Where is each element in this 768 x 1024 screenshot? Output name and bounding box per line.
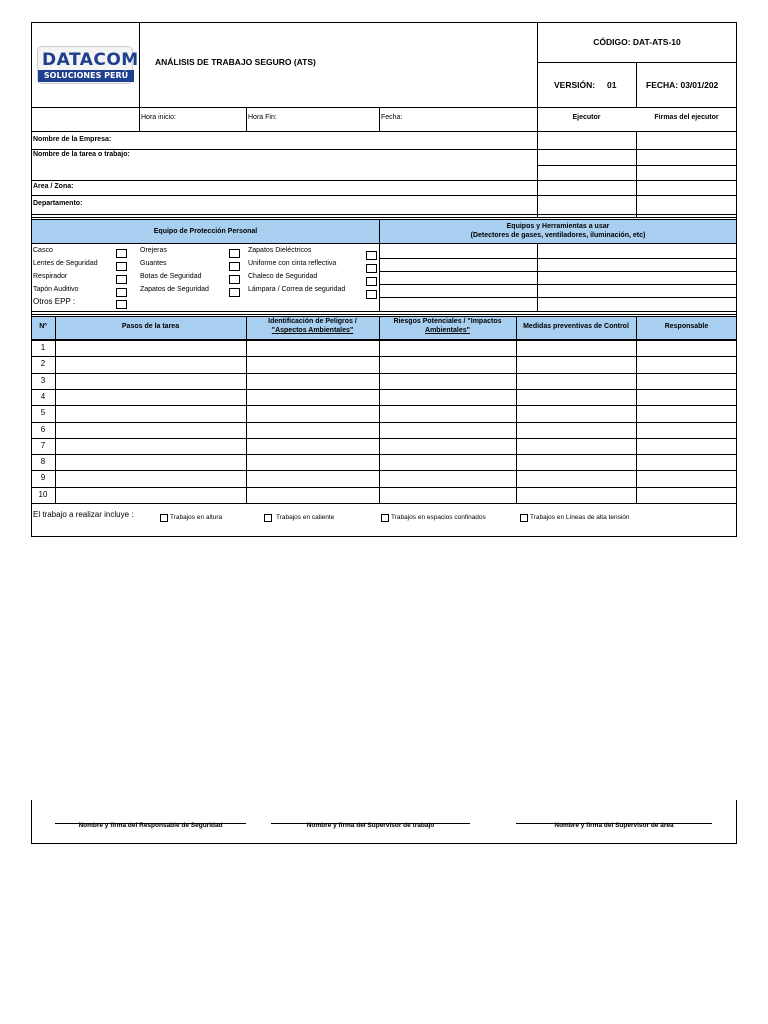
checkbox-casco[interactable]	[116, 249, 127, 258]
checkbox-altura[interactable]	[160, 514, 168, 522]
epp-item-botas: Botas de Seguridad	[140, 273, 202, 280]
checkbox-orejeras[interactable]	[229, 249, 240, 258]
checkbox-alta-tension[interactable]	[520, 514, 528, 522]
equipos-header-line2: (Detectores de gases, ventiladores, iluminación, etc)	[470, 232, 646, 239]
empresa-field[interactable]: Nombre de la Empresa:	[33, 136, 112, 143]
option-alta-tension: Trabajos en Líneas de alta tensión	[530, 514, 630, 521]
col-peligros-2: "Aspectos Ambientales"	[271, 327, 354, 334]
table-row[interactable]	[31, 470, 737, 486]
col-responsable: Responsable	[664, 323, 709, 330]
epp-item-uniforme: Uniforme con cinta reflectiva	[248, 260, 337, 267]
epp-item-casco: Casco	[33, 247, 53, 254]
table-row[interactable]	[31, 389, 737, 405]
checkbox-tapon[interactable]	[116, 288, 127, 297]
checkbox-lampara[interactable]	[366, 290, 377, 299]
epp-item-chaleco: Chaleco de Seguridad	[248, 273, 318, 280]
checkbox-chaleco[interactable]	[366, 277, 377, 286]
epp-header: Equipo de Protección Personal	[153, 228, 258, 235]
table-row[interactable]	[31, 373, 737, 389]
epp-item-otros: Otros EPP :	[33, 297, 76, 306]
row-number: 1	[40, 343, 46, 352]
checkbox-respirador[interactable]	[116, 275, 127, 284]
table-row[interactable]	[31, 422, 737, 438]
hora-inicio-field[interactable]: Hora inicio:	[141, 114, 177, 121]
checkbox-zapatos-seg[interactable]	[229, 288, 240, 297]
logo-main-text: DATACOM	[42, 50, 139, 70]
fecha-field[interactable]: Fecha:	[381, 114, 403, 121]
checkbox-caliente[interactable]	[264, 514, 272, 522]
col-riesgos-1: Riesgos Potenciales / "Impactos	[393, 318, 502, 325]
company-logo	[37, 46, 139, 84]
checkbox-uniforme[interactable]	[366, 264, 377, 273]
checkbox-confinados[interactable]	[381, 514, 389, 522]
row-number: 7	[40, 441, 46, 450]
row-number: 10	[38, 490, 48, 499]
row-number: 4	[40, 392, 46, 401]
table-row[interactable]	[31, 340, 737, 356]
includes-label: El trabajo a realizar incluye :	[33, 510, 134, 519]
checkbox-otros[interactable]	[116, 300, 127, 309]
epp-item-lampara: Lámpara / Correa de seguridad	[248, 286, 346, 293]
checkbox-botas[interactable]	[229, 275, 240, 284]
signature-seguridad: Nombre y firma del Responsable de Seguridad	[78, 822, 223, 829]
row-number: 6	[40, 425, 46, 434]
document-code: CÓDIGO: DAT-ATS-10	[593, 37, 681, 47]
row-number: 2	[40, 359, 46, 368]
col-pasos: Pasos de la tarea	[121, 323, 180, 330]
departamento-field[interactable]: Departamento:	[33, 200, 83, 207]
document-date: FECHA: 03/01/202	[646, 80, 719, 90]
firmas-header: Firmas del ejecutor	[654, 114, 719, 121]
tarea-field[interactable]: Nombre de la tarea o trabajo:	[33, 151, 130, 158]
row-number: 5	[40, 408, 46, 417]
document-title: ANÁLISIS DE TRABAJO SEGURO (ATS)	[155, 57, 316, 67]
epp-item-tapon: Tapón Auditivo	[33, 286, 79, 293]
epp-item-orejeras: Orejeras	[140, 247, 167, 254]
area-field[interactable]: Area / Zona:	[33, 183, 74, 190]
col-peligros-1: Identificación de Peligros /	[268, 318, 357, 325]
checkbox-zapatos-diel[interactable]	[366, 251, 377, 260]
option-caliente: Trabajos en caliente	[276, 514, 335, 521]
signature-supervisor-area: Nombre y firma del Supervisor de área	[554, 822, 674, 829]
table-row[interactable]	[31, 356, 737, 372]
logo-sub-text: SOLUCIONES PERÚ	[38, 70, 134, 82]
checkbox-guantes[interactable]	[229, 262, 240, 271]
table-row[interactable]	[31, 487, 737, 503]
col-num: Nº	[39, 323, 47, 330]
version-label: VERSIÓN:	[554, 80, 596, 90]
epp-item-lentes: Lentes de Seguridad	[33, 260, 98, 267]
table-row[interactable]	[31, 405, 737, 421]
epp-item-zapatos-seg: Zapatos de Seguridad	[140, 286, 209, 293]
row-number: 8	[40, 457, 46, 466]
option-confinados: Trabajos en espacios confinados	[391, 514, 486, 521]
hora-fin-field[interactable]: Hora Fin:	[248, 114, 277, 121]
epp-item-respirador: Respirador	[33, 273, 68, 280]
epp-item-zapatos-diel: Zapatos Dieléctricos	[248, 247, 312, 254]
table-row[interactable]	[31, 454, 737, 470]
signature-supervisor-trabajo: Nombre y firma del Supervisor de trabajo	[306, 822, 435, 829]
col-riesgos-2: Ambientales"	[425, 327, 470, 334]
checkbox-lentes[interactable]	[116, 262, 127, 271]
option-altura: Trabajos en altura	[170, 514, 223, 521]
col-medidas: Medidas preventivas de Control	[523, 323, 629, 330]
table-row[interactable]	[31, 438, 737, 454]
row-number: 3	[40, 376, 46, 385]
equipos-header-line1: Equipos y Herramientas a usar	[506, 223, 610, 230]
ejecutor-header: Ejecutor	[572, 114, 601, 121]
row-number: 9	[40, 473, 46, 482]
epp-item-guantes: Guantes	[140, 260, 167, 267]
version-value: 01	[607, 80, 617, 90]
